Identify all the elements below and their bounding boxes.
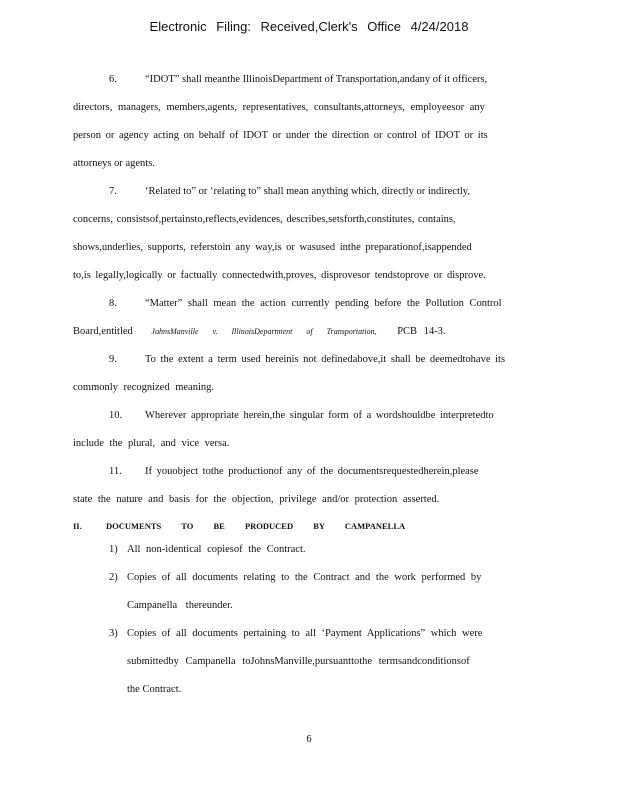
paragraph-text: Wherever appropriate herein,the singular form of a wordshouldbe interpretedto	[145, 410, 494, 421]
paragraph-11-line-2: state the nature and basis for the objection, privilege and/or protection asserted.	[73, 494, 440, 505]
paragraph-text: If youobject tothe productionof any of the documentsrequestedherein,please	[145, 466, 479, 477]
list-item-3-continuation-1: submittedby Campanella toJohnsManville,pursuanttothe termsandconditionsof	[127, 656, 470, 667]
paragraph-10-line-2: include the plural, and vice versa.	[73, 438, 230, 449]
paragraph-9-line-1	[109, 353, 505, 366]
list-item-number: 3)	[109, 628, 118, 639]
paragraph-number: 8.	[109, 298, 117, 309]
paragraph-7-line-2: concerns, consistsof,pertainsto,reflects,evidences, describes,setsforth,constitutes, contains,	[73, 214, 456, 225]
paragraph-8-line-2	[73, 325, 446, 338]
case-name: JohnsManville v. IllinoisDepartment of Transportation,	[151, 327, 377, 336]
paragraph-6-line-3: person or agency acting on behalf of IDOT or under the direction or control of IDOT or its	[73, 130, 488, 141]
paragraph-number: 7.	[109, 186, 117, 197]
paragraph-number: 6.	[109, 74, 117, 85]
paragraph-text: “Matter” shall mean the action currently pending before the Pollution Control	[145, 298, 502, 309]
paragraph-8-line-1	[109, 297, 502, 310]
list-item-text: Copies of all documents pertaining to all ‘Payment Applications” which were	[127, 628, 483, 639]
list-item-text: Copies of all documents relating to the Contract and the work performed by	[127, 572, 482, 583]
paragraph-6-line-4: attorneys or agents.	[73, 158, 155, 169]
efiling-header: Electronic Filing: Received,Clerk's Office 4/24/2018	[149, 19, 469, 34]
paragraph-10-line-1	[109, 409, 494, 422]
list-item-text: All non-identical copiesof the Contract.	[127, 544, 306, 555]
paragraph-text: Board,entitled	[73, 326, 133, 337]
paragraph-9-line-2: commonly recognized meaning.	[73, 382, 214, 393]
paragraph-text: ‘Related to” or ‘relating to” shall mean anything which, directly or indirectly,	[145, 186, 471, 197]
paragraph-number: 11.	[109, 466, 122, 477]
paragraph-text: “IDOT” shall meanthe IllinoisDepartment of Transportation,andany of it officers,	[145, 74, 488, 85]
paragraph-text: To the extent a term used hereinis not definedabove,it shall be deemedtohave its	[145, 354, 506, 365]
paragraph-7-line-3: shows,underlies, supports, referstoin any way,is or wasused inthe preparationof,isappended	[73, 242, 472, 253]
paragraph-number: 9.	[109, 354, 117, 365]
section-title: DOCUMENTS TO BE PRODUCED BY CAMPANELLA	[106, 521, 406, 531]
section-heading	[73, 520, 405, 533]
list-item-1	[109, 543, 306, 556]
section-number: II.	[73, 521, 82, 531]
paragraph-6-line-2: directors, managers, members,agents, representatives, consultants,attorneys, employeesor any	[73, 102, 485, 113]
list-item-2-continuation: Campanella thereunder.	[127, 600, 233, 611]
list-item-3-continuation-2: the Contract.	[127, 684, 182, 695]
list-item-2	[109, 571, 481, 584]
paragraph-number: 10.	[109, 410, 123, 421]
list-item-number: 2)	[109, 572, 118, 583]
list-item-number: 1)	[109, 544, 118, 555]
paragraph-6-line-1	[109, 73, 487, 86]
paragraph-11-line-1	[109, 465, 479, 478]
case-number: PCB 14-3.	[397, 326, 446, 337]
page-number: 6	[306, 734, 312, 745]
list-item-3	[109, 627, 482, 640]
paragraph-7-line-4: to,is legally,logically or factually connectedwith,proves, disprovesor tendstoprove or disprove.	[73, 270, 486, 281]
paragraph-7-line-1	[109, 185, 470, 198]
